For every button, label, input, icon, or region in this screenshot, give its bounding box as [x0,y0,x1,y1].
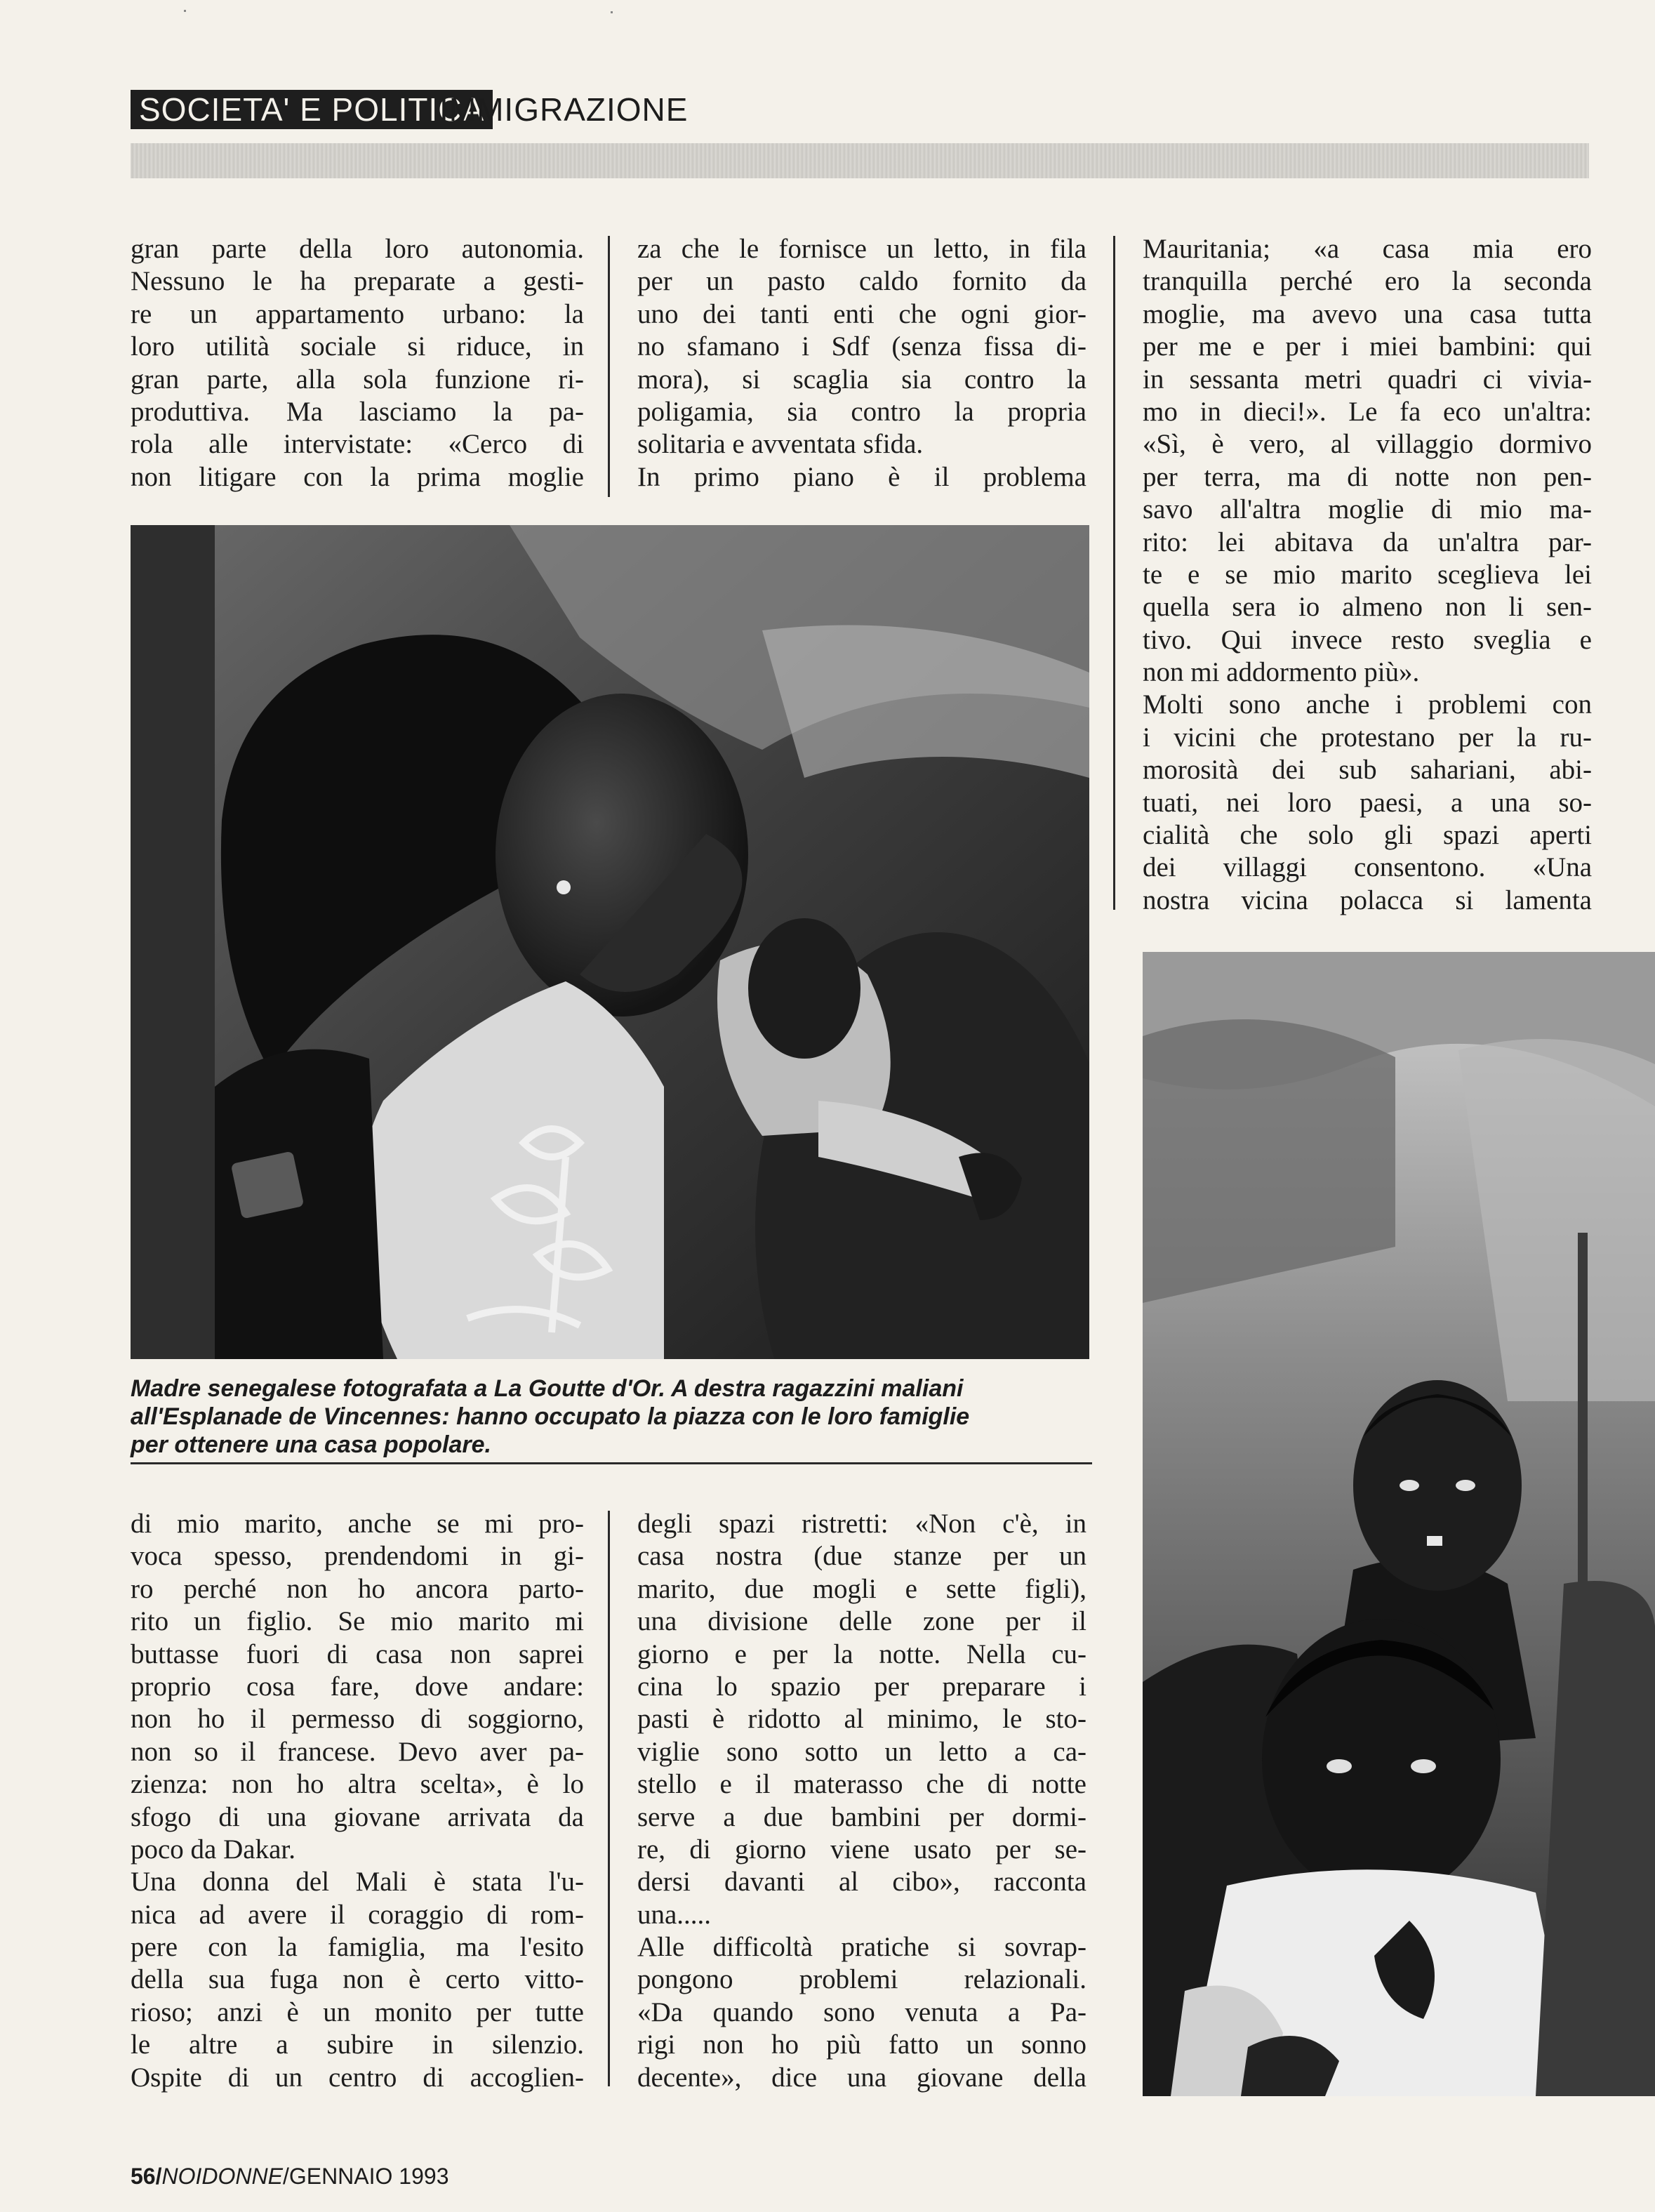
top-column-3 [1143,233,1592,917]
text-line: pasti è ridotto al minimo, le sto- [637,1704,1086,1735]
text-line: quella sera io almeno non li sen- [1143,592,1592,623]
text-line: pongono problemi relazionali. [637,1964,1086,1995]
text-line: re, di giorno viene usato per se- [637,1834,1086,1865]
text-line: di mio marito, anche se mi pro- [131,1509,584,1539]
text-line: per me e per i miei bambini: qui [1143,331,1592,362]
text-line: uno dei tanti enti che ogni gior- [637,298,1086,329]
header-band [131,143,1589,178]
photo-malian-children-image [1143,952,1655,2096]
text-line: i vicini che protestano per la ru- [1143,722,1592,753]
text-line: tivo. Qui invece resto sveglia e [1143,624,1592,655]
text-line: rola alle intervistate: «Cerco di [131,429,584,460]
text-line: loro utilità sociale si riduce, in [131,331,584,362]
text-line: «Da quando sono venuta a Pa- [637,1996,1086,2027]
text-line: sfogo di una giovane arrivata da [131,1801,584,1832]
scan-mark [611,11,613,13]
text-line: le altre a subire in silenzio. [131,2029,584,2060]
issue-date: /GENNAIO 1993 [282,2164,449,2189]
text-line: tuati, nei loro paesi, a una so- [1143,787,1592,818]
text-line: una divisione delle zone per il [637,1606,1086,1637]
text-line: gran parte, alla sola funzione ri- [131,364,584,395]
text-line: per un pasto caldo fornito da [637,266,1086,297]
text-line: una..... [637,1899,712,1930]
text-line: nostra vicina polacca si lamenta [1143,885,1592,915]
text-line: Alle difficoltà pratiche si sovrap- [637,1932,1086,1963]
photo-mother-and-child-image [131,525,1089,1359]
text-line: gran parte della loro autonomia. [131,234,584,264]
text-line: stello e il materasso che di notte [637,1769,1086,1800]
text-line: In primo piano è il problema [637,461,1086,492]
text-line: poco da Dakar. [131,1834,295,1865]
bottom-column-2 [637,1508,1086,2094]
column-rule [608,236,610,497]
text-line: casa nostra (due stanze per un [637,1541,1086,1572]
text-line: cialità che solo gli spazi aperti [1143,820,1592,851]
photo-caption [131,1375,1092,1459]
text-line: non ho il permesso di soggiorno, [131,1704,584,1735]
text-line: non so il francese. Devo aver pa- [131,1736,584,1767]
text-line: za che le fornisce un letto, in fila [637,234,1086,264]
caption-rule [131,1462,1092,1464]
text-line: non litigare con la prima moglie [131,461,584,492]
text-line: serve a due bambini per dormi- [637,1801,1086,1832]
text-line: zienza: non ho altra scelta», è lo [131,1769,584,1800]
text-line: rito un figlio. Se mio marito mi [131,1606,584,1637]
text-line: dersi davanti al cibo», racconta [637,1867,1086,1898]
text-line: tranquilla perché ero la seconda [1143,266,1592,297]
text-line: savo all'altra moglie di mio ma- [1143,494,1592,525]
text-line: cina lo spazio per preparare i [637,1671,1086,1702]
page-number: 56/ [131,2164,162,2189]
text-line: nica ad avere il coraggio di rom- [131,1899,584,1930]
text-line: dei villaggi consentono. «Una [1143,852,1592,883]
text-line: proprio cosa fare, dove andare: [131,1671,584,1702]
text-line: voca spesso, prendendomi in gi- [131,1541,584,1572]
magazine-name: NOIDONNE [161,2164,283,2189]
text-line: Molti sono anche i problemi con [1143,689,1592,720]
text-line: moglie, ma avevo una casa tutta [1143,298,1592,329]
text-line: produttiva. Ma lasciamo la pa- [131,396,584,427]
photo-malian-children [1143,952,1655,2096]
caption-line: all'Esplanade de Vincennes: hanno occupato la piazza con le loro famiglie [131,1403,970,1430]
text-line: rito: lei abitava da un'altra par- [1143,526,1592,557]
section-tag: SOCIETA' E POLITICA [131,90,493,129]
text-line: solitaria e avventata sfida. [637,429,924,460]
bottom-column-1 [131,1508,584,2094]
top-column-2 [637,233,1086,494]
text-line: viglie sono sotto un letto a ca- [637,1736,1086,1767]
text-line: Ospite di un centro di accoglien- [131,2062,584,2093]
text-line: decente», dice una giovane della [637,2062,1086,2093]
text-line: no sfamano i Sdf (senza fissa di- [637,331,1086,362]
caption-line: per ottenere una casa popolare. [131,1431,491,1458]
text-line: per terra, ma di notte non pen- [1143,461,1592,492]
text-line: Una donna del Mali è stata l'u- [131,1867,584,1898]
text-line: in sessanta metri quadri ci vivia- [1143,364,1592,395]
top-column-1 [131,233,584,494]
text-line: te e se mio marito sceglieva lei [1143,559,1592,590]
text-line: pere con la famiglia, ma l'esito [131,1932,584,1963]
photo-mother-and-child [131,525,1089,1359]
text-line: marito, due mogli e sette figli), [637,1573,1086,1604]
text-line: re un appartamento urbano: la [131,298,584,329]
text-line: «Sì, è vero, al villaggio dormivo [1143,429,1592,460]
column-rule [1113,236,1115,910]
category-title: IMMIGRAZIONE [439,91,689,128]
text-line: ro perché non ho ancora parto- [131,1573,584,1604]
text-line: rioso; anzi è un monito per tutte [131,1996,584,2027]
text-line: non mi addormento più». [1143,657,1420,688]
caption-line: Madre senegalese fotografata a La Goutte d'Or. A destra ragazzini maliani [131,1375,964,1402]
text-line: Nessuno le ha preparate a gesti- [131,266,584,297]
text-line: morosità dei sub sahariani, abi- [1143,755,1592,786]
text-line: degli spazi ristretti: «Non c'è, in [637,1509,1086,1539]
text-line: rigi non ho più fatto un sonno [637,2029,1086,2060]
text-line: giorno e per la notte. Nella cu- [637,1638,1086,1669]
scan-mark [184,10,186,12]
page-footer [131,2162,448,2190]
text-line: della sua fuga non è certo vitto- [131,1964,584,1995]
text-line: Mauritania; «a casa mia ero [1143,234,1592,264]
text-line: poligamia, sia contro la propria [637,396,1086,427]
text-line: mora), si scaglia sia contro la [637,364,1086,395]
text-line: buttasse fuori di casa non saprei [131,1638,584,1669]
column-rule [608,1511,610,2086]
text-line: mo in dieci!». Le fa eco un'altra: [1143,396,1592,427]
